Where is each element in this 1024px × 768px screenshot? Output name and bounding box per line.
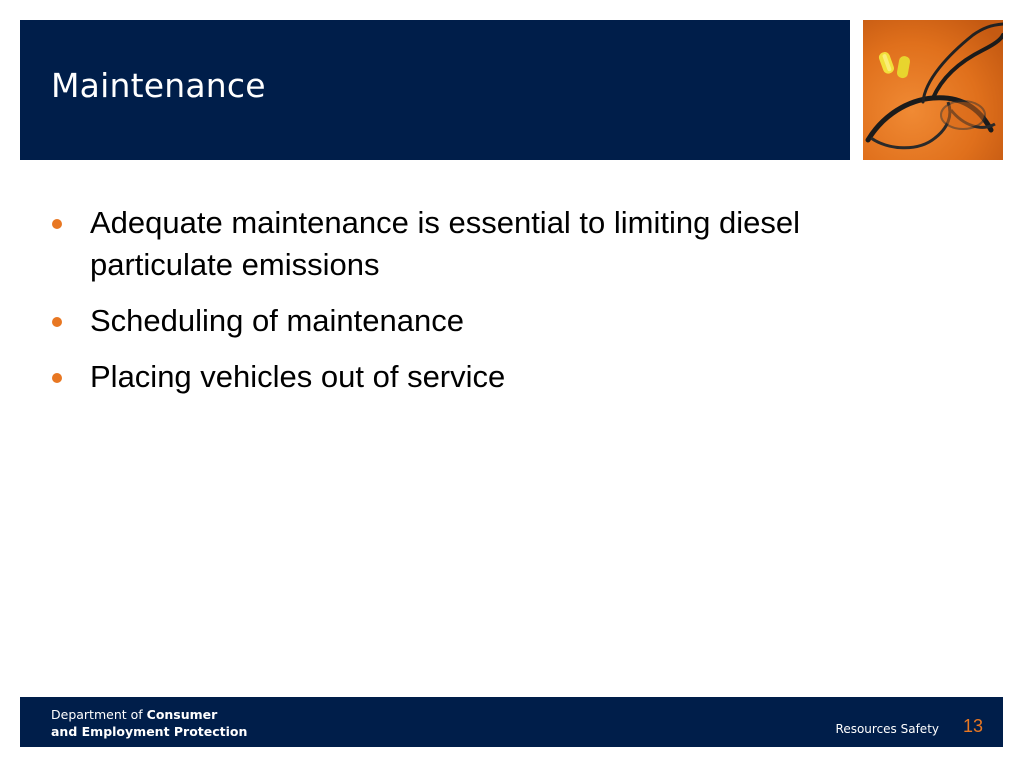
bullet-item [52,356,932,398]
page-number: 13 [962,716,983,736]
bullet-item [52,300,932,342]
safety-glasses-earplugs-photo [863,20,1003,160]
slide-title: Maintenance [51,66,266,105]
department-name [51,706,247,740]
bullet-text: Adequate maintenance is essential to limiting diesel particulate emissions [90,205,800,282]
section-name: Resources Safety [835,722,939,736]
bullet-dot-icon [52,317,62,327]
bullet-item [52,202,932,286]
bullet-dot-icon [52,219,62,229]
title-bar [20,20,850,160]
bullet-text: Scheduling of maintenance [90,303,464,338]
bullet-text: Placing vehicles out of service [90,359,506,394]
department-name-line2: and Employment Protection [51,724,248,739]
photo-illustration [863,20,1003,160]
department-prefix: Department of [51,707,147,722]
bullet-list [52,202,932,412]
department-name-bold: Consumer [146,707,218,722]
footer-bar [20,697,1003,747]
bullet-dot-icon [52,373,62,383]
